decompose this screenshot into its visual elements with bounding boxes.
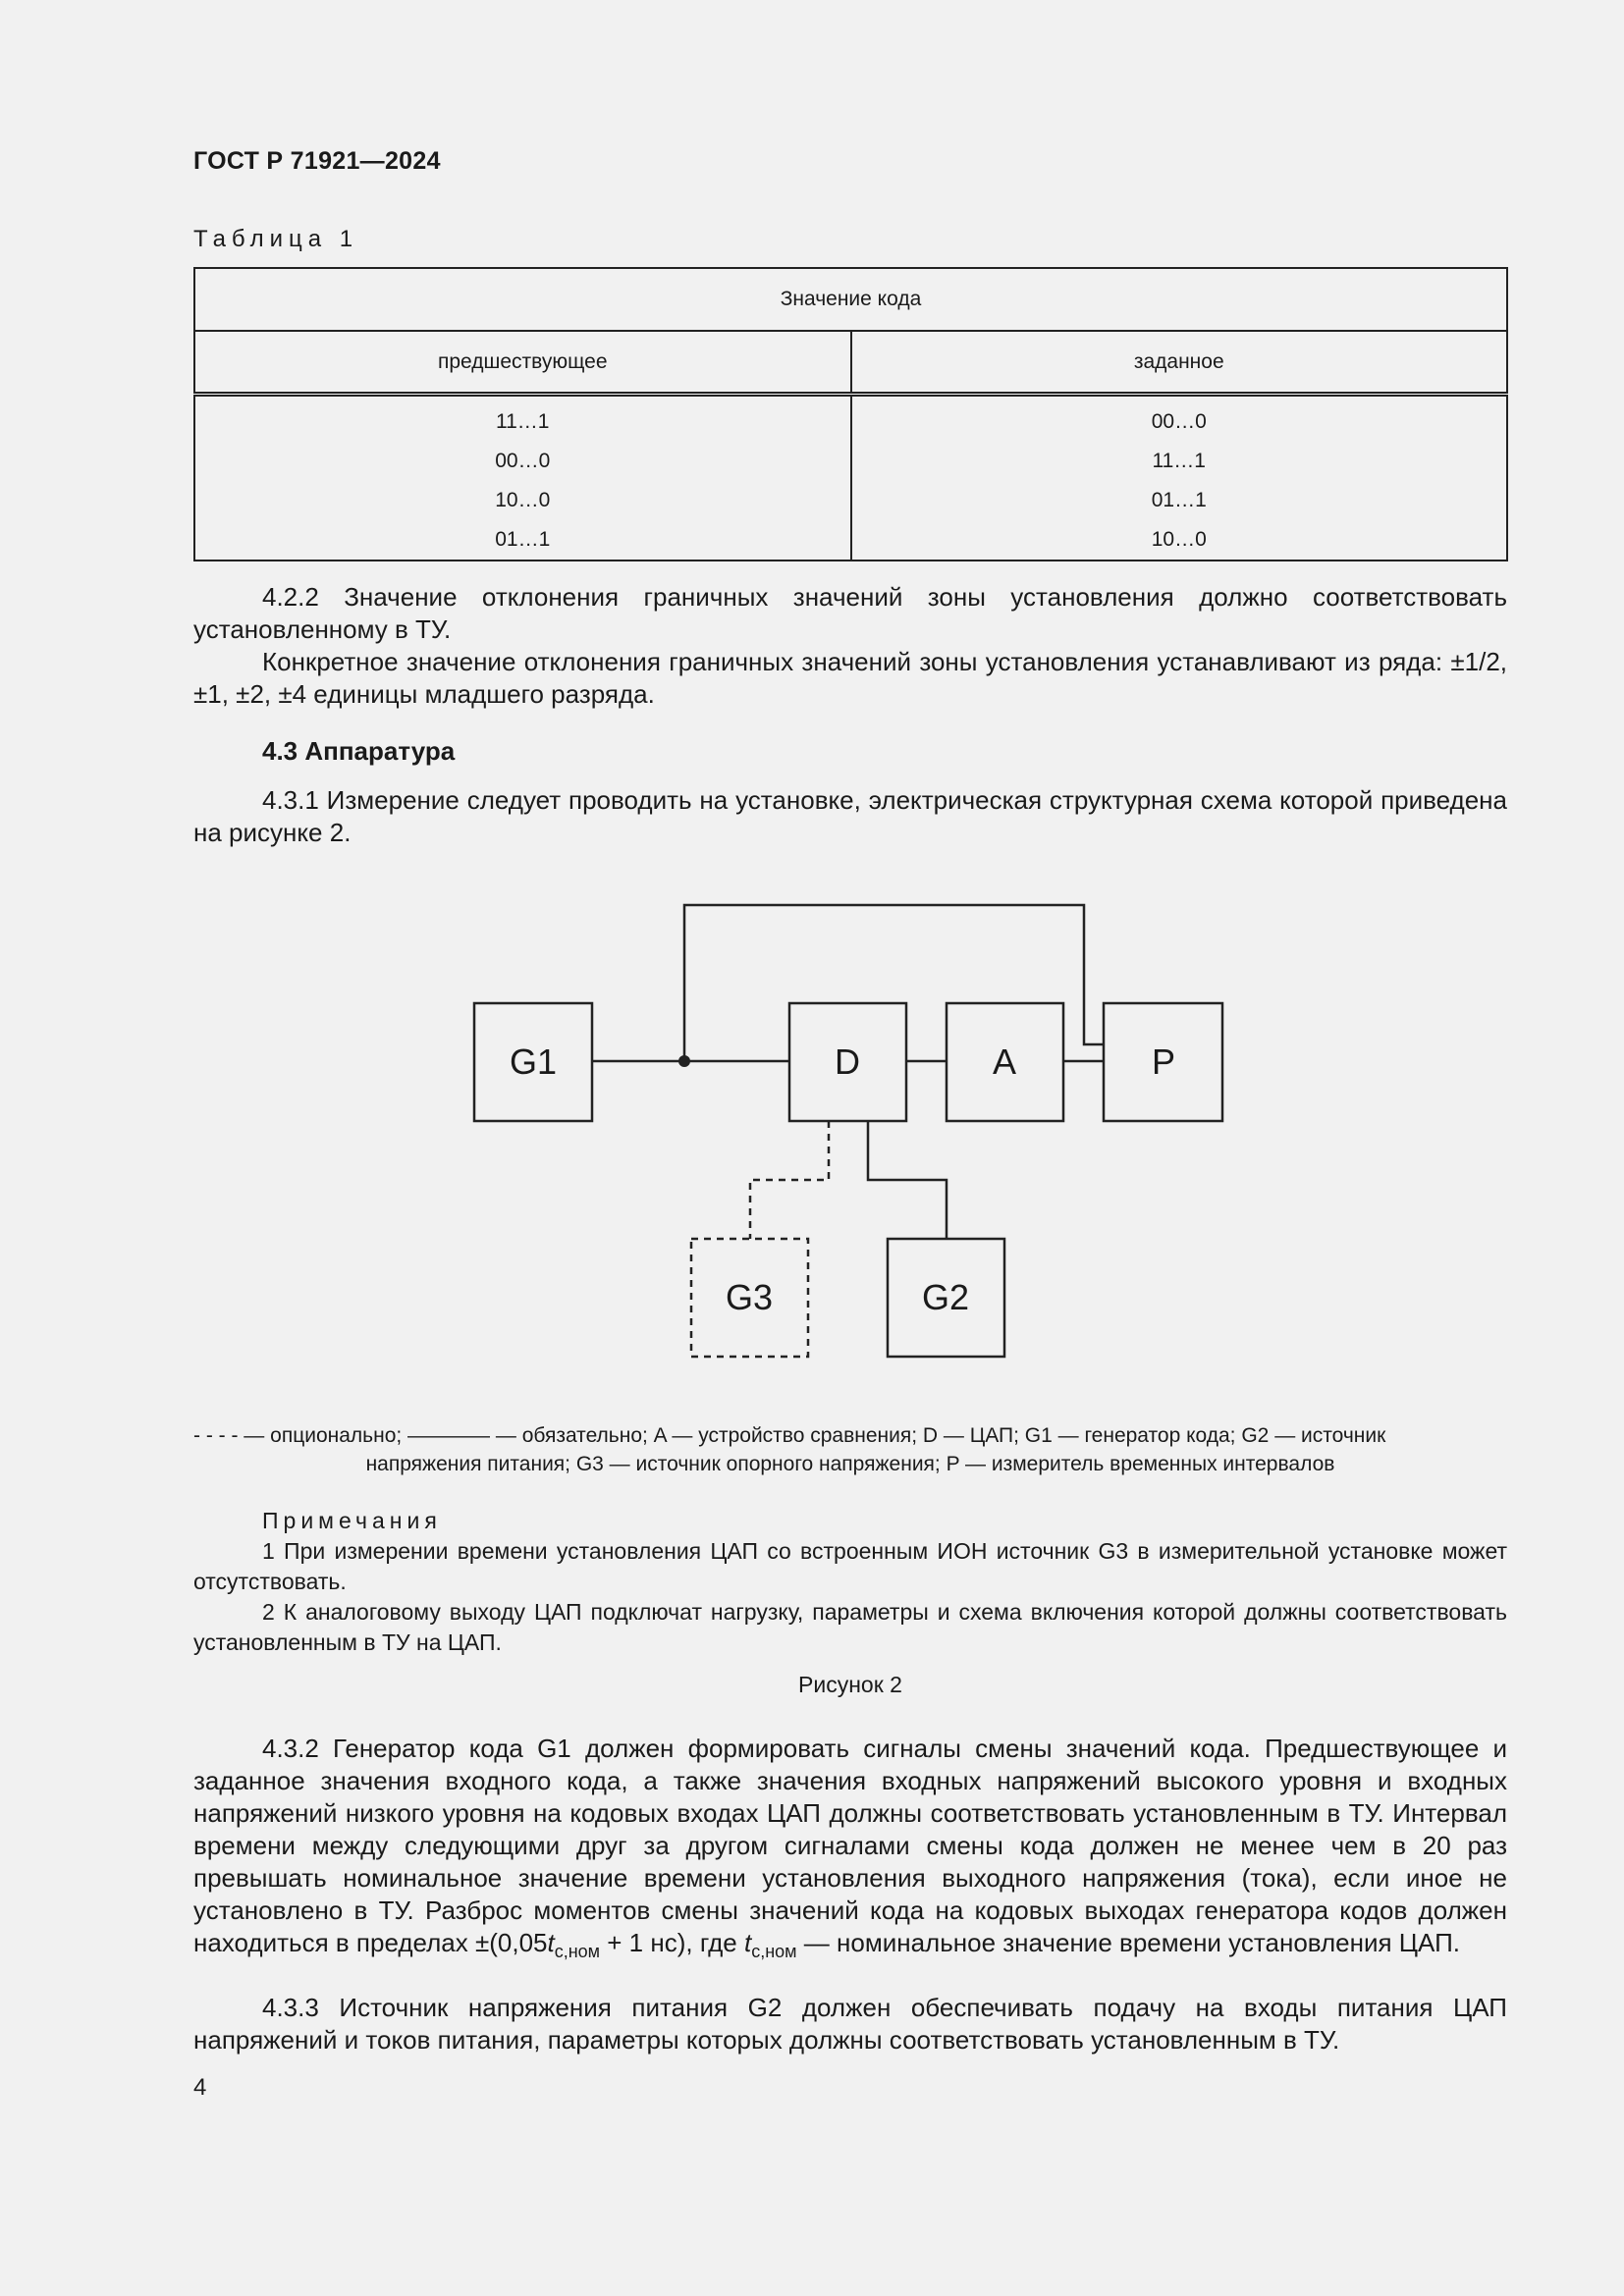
section-heading-4-3: 4.3 Аппаратура (262, 736, 456, 766)
feedback-connection (684, 905, 1104, 1061)
legend-line-2: напряжения питания; G3 — источник опорного напряжения; P — измеритель временных интервалов (365, 1453, 1335, 1475)
table-cell: 10…0 (495, 489, 551, 511)
d-g2-connection (868, 1121, 947, 1239)
paragraph-4-2-2: 4.2.2 Значение отклонения граничных значений зоны установления должно соответствовать установленному в ТУ. (193, 582, 1507, 644)
notes-title: Примечания (262, 1508, 442, 1533)
table-cell: 00…0 (495, 450, 551, 472)
paragraph-4-3-3: 4.3.3 Источник напряжения питания G2 должен обеспечивать подачу на входы питания ЦАП напряжений и токов питания, параметры которых должны соответствовать установленным в ТУ. (193, 1993, 1507, 2055)
table-cell: 11…1 (496, 410, 550, 433)
block-g2-label: G2 (921, 1277, 970, 1317)
block-g3-label: G3 (725, 1277, 774, 1317)
figure-caption: Рисунок 2 (798, 1672, 902, 1697)
table-group-header: Значение кода (194, 268, 1507, 331)
paragraph-4-2-2-range: Конкретное значение отклонения граничных значений зоны установления устанавливают из ряда: ±1/2, ±1, ±2, ±4 единицы младшего разряда. (193, 647, 1507, 709)
page-number: 4 (193, 2074, 207, 2101)
note-2: 2 К аналоговому выходу ЦАП подключат нагрузку, параметры и схема включения которой должны соответствовать установленным в ТУ на ЦАП. (193, 1599, 1507, 1655)
document-header: ГОСТ Р 71921—2024 (193, 147, 441, 175)
block-g1-label: G1 (509, 1041, 558, 1082)
paragraph-4-3-1: 4.3.1 Измерение следует проводить на установке, электрическая структурная схема которой приведена на рисунке 2. (193, 785, 1507, 847)
table-cell: 11…1 (1152, 450, 1206, 472)
legend-line-1: - - - - — опционально; ———— — обязательно; A — устройство сравнения; D — ЦАП; G1 — генератор кода; G2 — источник (193, 1424, 1386, 1447)
table-cell: 00…0 (1151, 410, 1207, 433)
table-cell: 01…1 (495, 528, 551, 551)
block-a-label: A (992, 1041, 1017, 1082)
table-column-header: предшествующее (194, 331, 851, 395)
block-d-label: D (835, 1041, 860, 1082)
paragraph-4-3-2: 4.3.2 Генератор кода G1 должен формировать сигналы смены значений кода. Предшествующее и заданное значения входного кода, а также значения входных напряжений высокого уровня и входных напряжений низкого уровня на кодовых входах ЦАП должны соответствовать установленным в ТУ. Интервал времени между следующими друг за другом сигналами смены кода должен не менее чем в 20 раз превышать номинальное значение времени установления выходного напряжения (тока), если иное не установлено в ТУ. Разброс моментов смены значений кода на кодовых выходах генератора кодов должен находиться в пределах $\pm(0,05t_{с,ном} + 1$ нс), где $t_{с,ном}$ — номинальное значение времени установления ЦАП. (193, 1734, 1507, 1962)
note-1: 1 При измерении времени установления ЦАП со встроенным ИОН источник G3 в измерительной установке может отсутствовать. (193, 1538, 1507, 1594)
table-column-header: заданное (851, 331, 1508, 395)
d-g3-optional-connection (750, 1121, 829, 1239)
table-caption: Таблица 1 (193, 226, 359, 252)
block-p-label: P (1151, 1041, 1176, 1082)
table-cell: 01…1 (1151, 489, 1207, 511)
table-cell: 10…0 (1151, 528, 1207, 551)
diagram-legend (193, 1421, 1507, 1478)
junction-dot (678, 1055, 690, 1067)
